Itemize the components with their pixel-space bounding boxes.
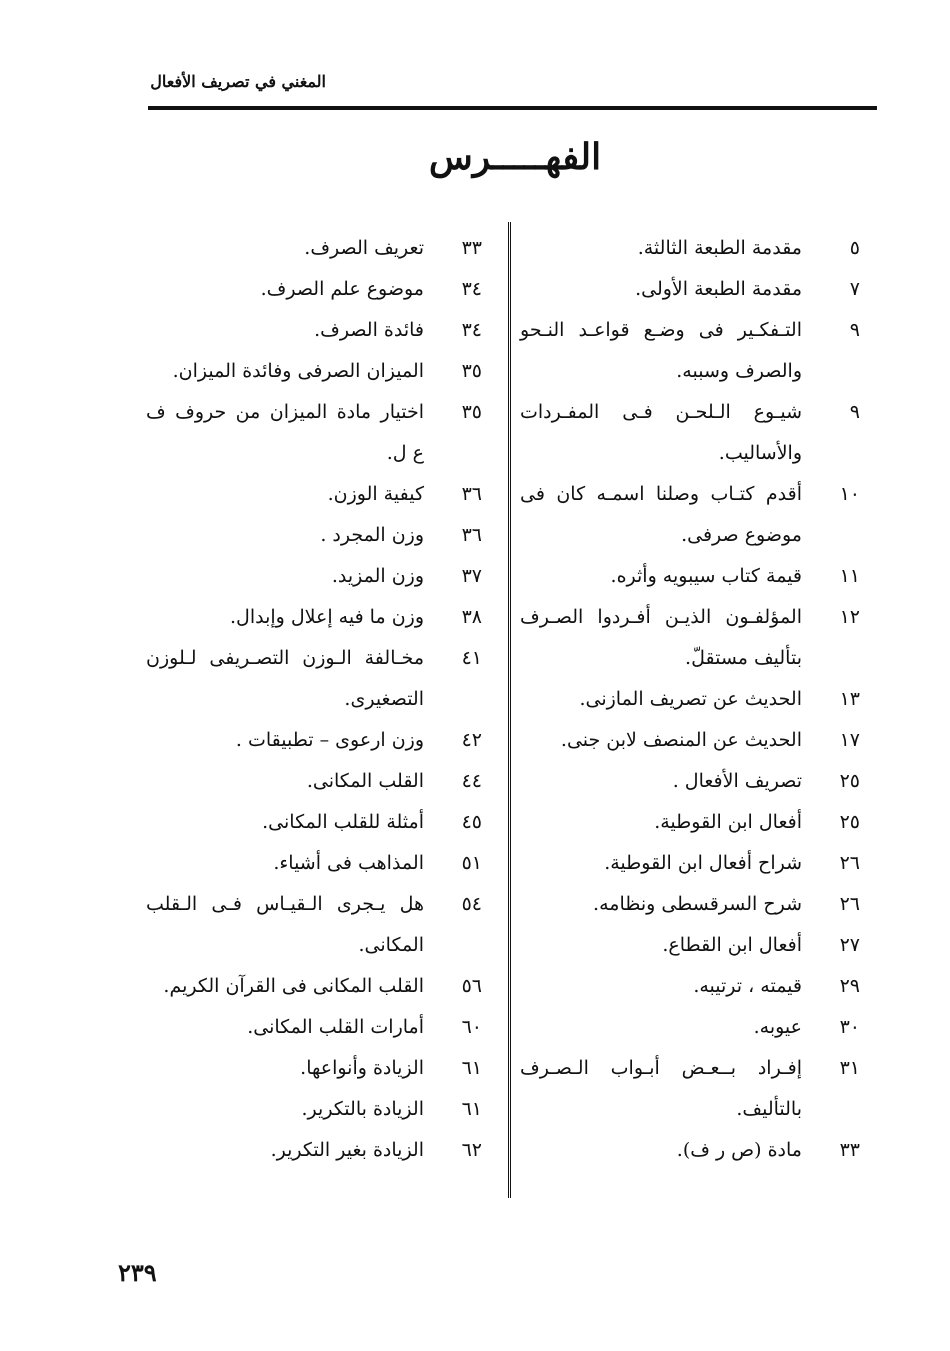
toc-entry [146,1048,482,1089]
toc-entry-page: ٢٧ [839,934,860,956]
toc-entry-title: إفـراد بــعـض أبـواب الـصـرف بالتأليف. [520,1057,802,1120]
toc-entry-page: ١٧ [839,729,860,751]
toc-entry-title: تصريف الأفعال . [672,770,802,792]
toc-entry-page: ٤٢ [461,729,482,751]
toc-entry [520,597,860,679]
toc-entry [146,392,482,474]
toc-entry-title: وزن ما فيه إعلال وإبدال. [229,606,424,628]
toc-entry-page: ٣١ [839,1057,860,1079]
toc-entry-title: الزيادة بالتكرير. [301,1098,424,1120]
toc-entry [146,515,482,556]
toc-entry-title: شيـوع الـلحـن فـى المفـردات والأساليب. [520,401,802,464]
toc-entry [520,1130,860,1171]
toc-entry [146,638,482,720]
page-title: الفهـــــرس [428,136,602,178]
toc-entry-title: القلب المكانى فى القرآن الكريم. [163,975,424,997]
toc-entry-title: عيوبه. [753,1016,802,1038]
toc-entry-page: ٤١ [461,647,482,669]
toc-entry-page: ٣٦ [461,524,482,546]
toc-entry [146,843,482,884]
toc-entry [520,269,860,310]
toc-entry-page: ٤٥ [461,811,482,833]
toc-entry-page: ٣٠ [839,1016,860,1038]
toc-entry [520,1007,860,1048]
toc-entry-page: ٣٥ [461,401,482,423]
toc-entry [520,310,860,392]
toc-entry [146,966,482,1007]
toc-entry [146,556,482,597]
toc-entry-page: ٣٧ [461,565,482,587]
toc-entry-title: القلب المكانى. [306,770,424,792]
toc-entry-title: وزن ارعوى – تطبيقات . [235,729,424,751]
toc-entry [520,884,860,925]
toc-entry-title: التـفكـير فى وضـع قواعـد النـحو والصرف وسببه. [520,319,802,382]
toc-entry-title: الحديث عن تصريف المازنى. [579,688,802,710]
toc-entry [520,925,860,966]
toc-entry-page: ٢٦ [839,852,860,874]
toc-entry-title: موضوع علم الصرف. [260,278,424,300]
toc-entry-page: ٣٣ [461,237,482,259]
toc-entry-title: تعريف الصرف. [304,237,424,259]
toc-entry [146,884,482,966]
toc-entry [146,802,482,843]
toc-entry [520,228,860,269]
toc-entry-page: ٣٤ [461,319,482,341]
toc-entry-page: ٥ [849,237,860,259]
toc-entry [520,392,860,474]
toc-entry-page: ٣٤ [461,278,482,300]
toc-entry-title: الحديث عن المنصف لابن جنى. [560,729,802,751]
toc-entry-page: ٦١ [461,1098,482,1120]
toc-entry-title: هل يـجرى الـقيـاس فـى الـقلب المكانى. [146,893,424,956]
toc-entry-page: ٥١ [461,852,482,874]
toc-entry [146,310,482,351]
toc-entry-title: وزن المزيد. [331,565,424,587]
toc-entry-title: المؤلفـون الذيـن أفـردوا الصـرف بتأليف مستقلّ. [520,606,802,669]
toc-entry-title: قيمته ، ترتيبه. [693,975,802,997]
toc-entry-page: ٣٣ [839,1139,860,1161]
column-divider [508,222,511,1198]
toc-entry-page: ١٠ [839,483,860,505]
toc-entry-title: وزن المجرد . [320,524,424,546]
toc-entry-title: اختيار مادة الميزان من حروف ف ع ل. [146,401,424,464]
toc-entry-page: ٢٦ [839,893,860,915]
toc-entry-page: ٦٢ [461,1139,482,1161]
toc-entry-page: ٩ [849,401,860,423]
toc-entry-title: أقدم كتـاب وصلنا اسمـه كان فى موضوع صرفى. [520,483,802,546]
toc-entry-page: ٣٦ [461,483,482,505]
toc-entry-title: أفعال ابن القوطية. [654,811,802,833]
toc-entry [146,597,482,638]
toc-column-right [520,228,860,1171]
toc-entry-title: الزيادة وأنواعها. [300,1057,424,1079]
toc-entry [146,269,482,310]
toc-entry-title: المذاهب فى أشياء. [273,852,424,874]
toc-entry-page: ٣٥ [461,360,482,382]
toc-entry-title: كيفية الوزن. [327,483,424,505]
toc-entry [146,720,482,761]
toc-entry-title: أفعال ابن القطاع. [662,934,802,956]
toc-entry-title: مقدمة الطبعة الثالثة. [637,237,802,259]
toc-entry-page: ١٣ [839,688,860,710]
toc-entry-page: ٩ [849,319,860,341]
toc-entry-page: ٥٦ [461,975,482,997]
toc-entry [520,556,860,597]
toc-entry-title: مقدمة الطبعة الأولى. [635,278,802,300]
toc-entry-page: ١١ [839,565,860,587]
header-rule [148,106,877,110]
toc-entry [146,228,482,269]
toc-entry [520,720,860,761]
toc-entry-page: ٧ [849,278,860,300]
toc-entry-title: الزيادة بغير التكرير. [270,1139,424,1161]
toc-entry-page: ٢٩ [839,975,860,997]
toc-entry-page: ١٢ [839,606,860,628]
toc-entry-title: مخـالفة الـوزن التصـريفى لـلوزن التصغيرى. [146,647,424,710]
toc-entry [520,843,860,884]
toc-entry-page: ٣٨ [461,606,482,628]
toc-entry-title: شرح السرقسطى ونظامه. [593,893,802,915]
toc-entry-title: مادة (ص ر ف). [676,1139,802,1161]
page-number: ٢٣٩ [118,1258,157,1287]
toc-entry [146,761,482,802]
toc-entry-title: أمارات القلب المكانى. [247,1016,424,1038]
toc-entry [146,1089,482,1130]
toc-entry [146,474,482,515]
toc-entry [146,1130,482,1171]
running-head: المغني في تصريف الأفعال [150,72,326,91]
toc-column-left [146,228,482,1171]
toc-entry-page: ٢٥ [839,770,860,792]
toc-entry [520,761,860,802]
toc-entry [146,1007,482,1048]
toc-entry [146,351,482,392]
toc-entry-page: ٤٤ [461,770,482,792]
toc-entry [520,474,860,556]
toc-entry-title: أمثلة للقلب المكانى. [262,811,424,833]
toc-entry-page: ٦١ [461,1057,482,1079]
toc-entry [520,966,860,1007]
toc-entry-title: الميزان الصرفى وفائدة الميزان. [172,360,424,382]
toc-entry-page: ٢٥ [839,811,860,833]
toc-entry-page: ٦٠ [461,1016,482,1038]
toc-entry-title: شراح أفعال ابن القوطية. [604,852,802,874]
toc-entry-title: قيمة كتاب سيبويه وأثره. [610,565,802,587]
toc-entry [520,802,860,843]
toc-entry [520,1048,860,1130]
toc-entry [520,679,860,720]
toc-entry-title: فائدة الصرف. [314,319,424,341]
toc-entry-page: ٥٤ [461,893,482,915]
